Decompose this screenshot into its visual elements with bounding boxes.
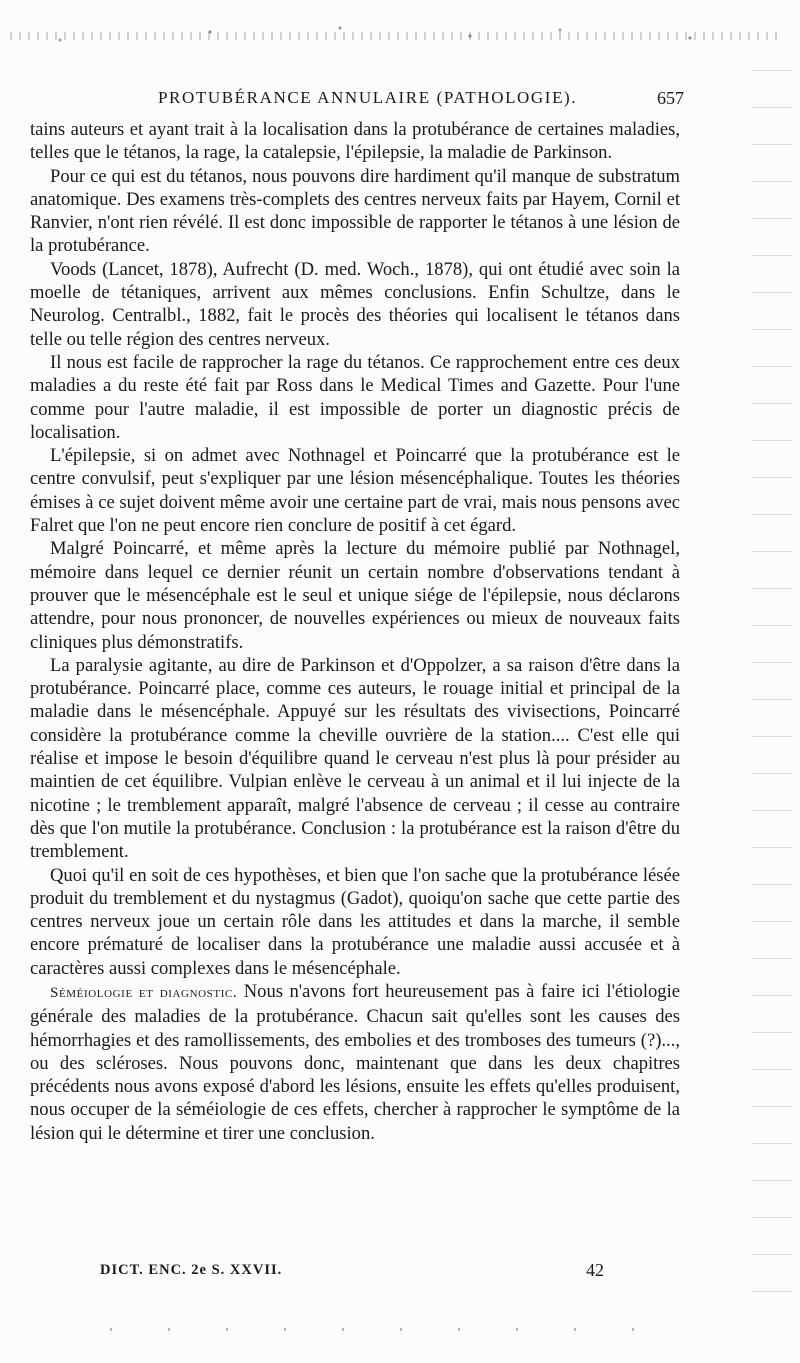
scan-noise-margin (752, 70, 792, 1323)
paragraph: Malgré Poincarré, et même après la lecture du mémoire publié par Nothnagel, mémoire dans lequel ce dernier réunit un certain nombre d'observations tendant à prouver que le mésencéphale est le seul et unique siége de l'épilepsie, nous déclarons attendre, pour nous prononcer, de nouvelles expériences ou mieux de nouveaux faits cliniques plus démonstratifs. (30, 538, 680, 653)
scan-noise-bottom (110, 1328, 680, 1331)
scan-noise-top (0, 0, 800, 70)
page-footer (100, 1262, 620, 1288)
paragraph: L'épilepsie, si on admet avec Nothnagel et Poincarré que la protubérance est le centre convulsif, peut s'expliquer par une lésion mésencéphalique. Toutes les théories émises à ce sujet doivent même avoir une certaine part de vrai, mais nous pensons avec Falret que l'on ne peut encore rien conclure de positif à cet égard. (30, 445, 680, 537)
paragraph: Pour ce qui est du tétanos, nous pouvons dire hardiment qu'il manque de substratum anatomique. Des examens très-complets des centres nerveux faits par Hayem, Cornil et Ranvier, n'ont rien révélé. Il est donc impossible de rapporter le tétanos à une lésion de la protubérance. (30, 165, 680, 257)
signature-mark: DICT. ENC. 2e S. XXVII. (100, 1262, 283, 1278)
paragraph: Quoi qu'il en soit de ces hypothèses, et bien que l'on sache que la protubérance lésée produit du tremblement et du nystagmus (Gadot), quoiqu'on sache que cette partie des centres nerveux joue un certain rôle dans les attitudes et dans la marche, il semble encore prématuré de localiser dans la protubérance une maladie aussi accusée et à caractères aussi complexes dans le mésencéphale. (30, 864, 680, 979)
section-text: Nous n'avons fort heureusement pas à faire ici l'étiologie générale des maladies de la protubérance. Chacun sait qu'elles sont les causes des hémorrhagies et des ramollissements, des embolies et des tromboses des tumeurs (?)..., ou des scléroses. Nous pouvons donc, maintenant que dans les deux chapitres précédents nous avons exposé d'abord les lésions, ensuite les effets qu'elles produisent, nous occuper de la séméiologie de ces effets, chercher à rapprocher le symptôme de la lésion qui le détermine et tirer une conclusion. (30, 980, 680, 1144)
paragraph: tains auteurs et ayant trait à la localisation dans la protubérance de certaines maladies, telles que le tétanos, la rage, la catalepsie, l'épilepsie, la maladie de Parkinson. (30, 119, 680, 164)
paragraph: La paralysie agitante, au dire de Parkinson et d'Oppolzer, a sa raison d'être dans la protubérance. Poincarré place, comme ces auteurs, le rouage initial et principal de la maladie dans le mésencéphale. Appuyé sur les résultats des vivisections, Poincarré considère la protubérance comme la cheville ouvrière de la station.... C'est elle qui réalise et impose le besoin d'équilibre quand le cerveau n'est plus là pour présider au maintien de cet équilibre. Vulpian enlève le cerveau à un animal et il lui injecte de la nicotine ; le tremblement apparaît, malgré l'absence de cerveau ; il cesse au contraire dès que l'on mutile la protubérance. Conclusion : la protubérance est la raison d'être du tremblement. (30, 654, 680, 863)
page-header (148, 88, 684, 112)
paragraph: Il nous est facile de rapprocher la rage du tétanos. Ce rapprochement entre ces deux maladies a du reste été fait par Ross dans le Medical Times and Gazette. Pour l'une comme pour l'autre maladie, il est impossible de porter un diagnostic précis de localisation. (30, 351, 680, 443)
section-label: Séméiologie et diagnostic. (50, 984, 238, 1001)
running-head: PROTUBÉRANCE ANNULAIRE (PATHOLOGIE). (158, 88, 578, 107)
page-number: 657 (657, 88, 684, 108)
main-text (30, 118, 680, 1145)
paragraph: Voods (Lancet, 1878), Aufrecht (D. med. Woch., 1878), qui ont étudié avec soin la moelle de tétaniques, arrivent aux mêmes conclusions. Enfin Schultze, dans le Neurolog. Centralbl., 1882, fait le procès des théories qui localisent le tétanos dans telle ou telle région des centres nerveux. (30, 258, 680, 350)
section-paragraph (30, 980, 680, 1145)
sheet-number: 42 (586, 1260, 604, 1280)
